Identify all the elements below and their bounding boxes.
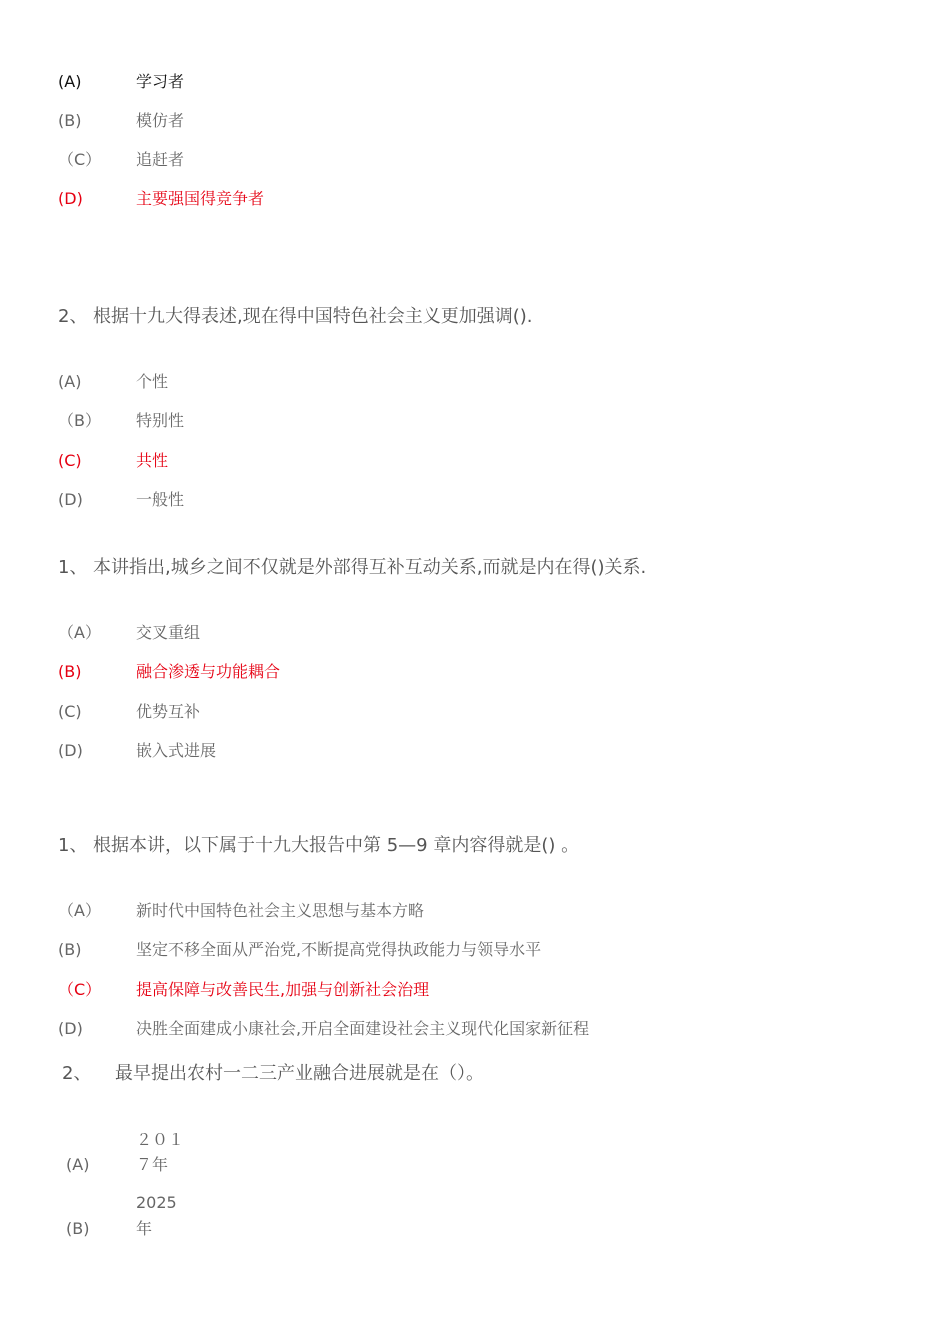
option-text-c-correct: 共性 (136, 451, 169, 470)
option-text-b-line2: 年 (136, 1219, 153, 1238)
option-label-b: (B) (66, 1219, 90, 1238)
question-number: 2、 (58, 306, 88, 327)
option-text-b-correct: 融合渗透与功能耦合 (136, 662, 281, 681)
option-label-c-correct: （C） (58, 980, 102, 999)
question-number: 1、 (58, 835, 88, 856)
option-text-a: 交叉重组 (136, 623, 201, 642)
option-label-b: (B) (58, 111, 82, 130)
option-text-a: 学习者 (136, 72, 185, 91)
option-label-c: (C) (58, 702, 82, 721)
option-label-c-correct: (C) (58, 451, 82, 470)
option-text-d: 嵌入式进展 (136, 741, 217, 760)
option-label-d: (D) (58, 490, 83, 509)
option-text-a: 新时代中国特色社会主义思想与基本方略 (136, 901, 425, 920)
option-label-b: （B） (58, 411, 101, 430)
option-text-b-line1: 2025 (136, 1193, 177, 1212)
option-text-a-line1: ２０１ (136, 1130, 185, 1149)
option-text-c: 优势互补 (136, 702, 201, 721)
option-label-c: （C） (58, 150, 102, 169)
option-label-d: (D) (58, 741, 83, 760)
option-text-d: 决胜全面建成小康社会,开启全面建设社会主义现代化国家新征程 (136, 1019, 590, 1038)
option-label-a: （A） (58, 623, 101, 642)
question-text: 根据本讲，以下属于十九大报告中第 5—9 章内容得就是() 。 (93, 835, 580, 856)
option-text-d-correct: 主要强国得竞争者 (136, 189, 265, 208)
option-text-a-line2: ７年 (136, 1155, 169, 1174)
option-text-b: 模仿者 (136, 111, 185, 130)
option-text-c: 追赶者 (136, 150, 185, 169)
option-text-a: 个性 (136, 372, 169, 391)
option-label-a: (A) (58, 372, 82, 391)
option-label-b: (B) (58, 940, 82, 959)
question-number: 2、 (62, 1063, 92, 1084)
option-label-d-correct: (D) (58, 189, 83, 208)
question-text: 根据十九大得表述,现在得中国特色社会主义更加强调(). (93, 306, 533, 327)
option-label-a: （A） (58, 901, 101, 920)
option-label-a: (A) (66, 1155, 90, 1174)
option-text-d: 一般性 (136, 490, 185, 509)
option-label-a: (A) (58, 72, 82, 91)
option-text-b: 坚定不移全面从严治党,不断提高党得执政能力与领导水平 (136, 940, 542, 959)
question-text: 本讲指出,城乡之间不仅就是外部得互补互动关系,而就是内在得()关系. (93, 557, 647, 578)
option-label-d: (D) (58, 1019, 83, 1038)
question-number: 1、 (58, 557, 88, 578)
option-label-b-correct: (B) (58, 662, 82, 681)
question-text: 最早提出农村一二三产业融合进展就是在（）。 (115, 1063, 484, 1084)
option-text-b: 特别性 (136, 411, 185, 430)
option-text-c-correct: 提高保障与改善民生,加强与创新社会治理 (136, 980, 430, 999)
